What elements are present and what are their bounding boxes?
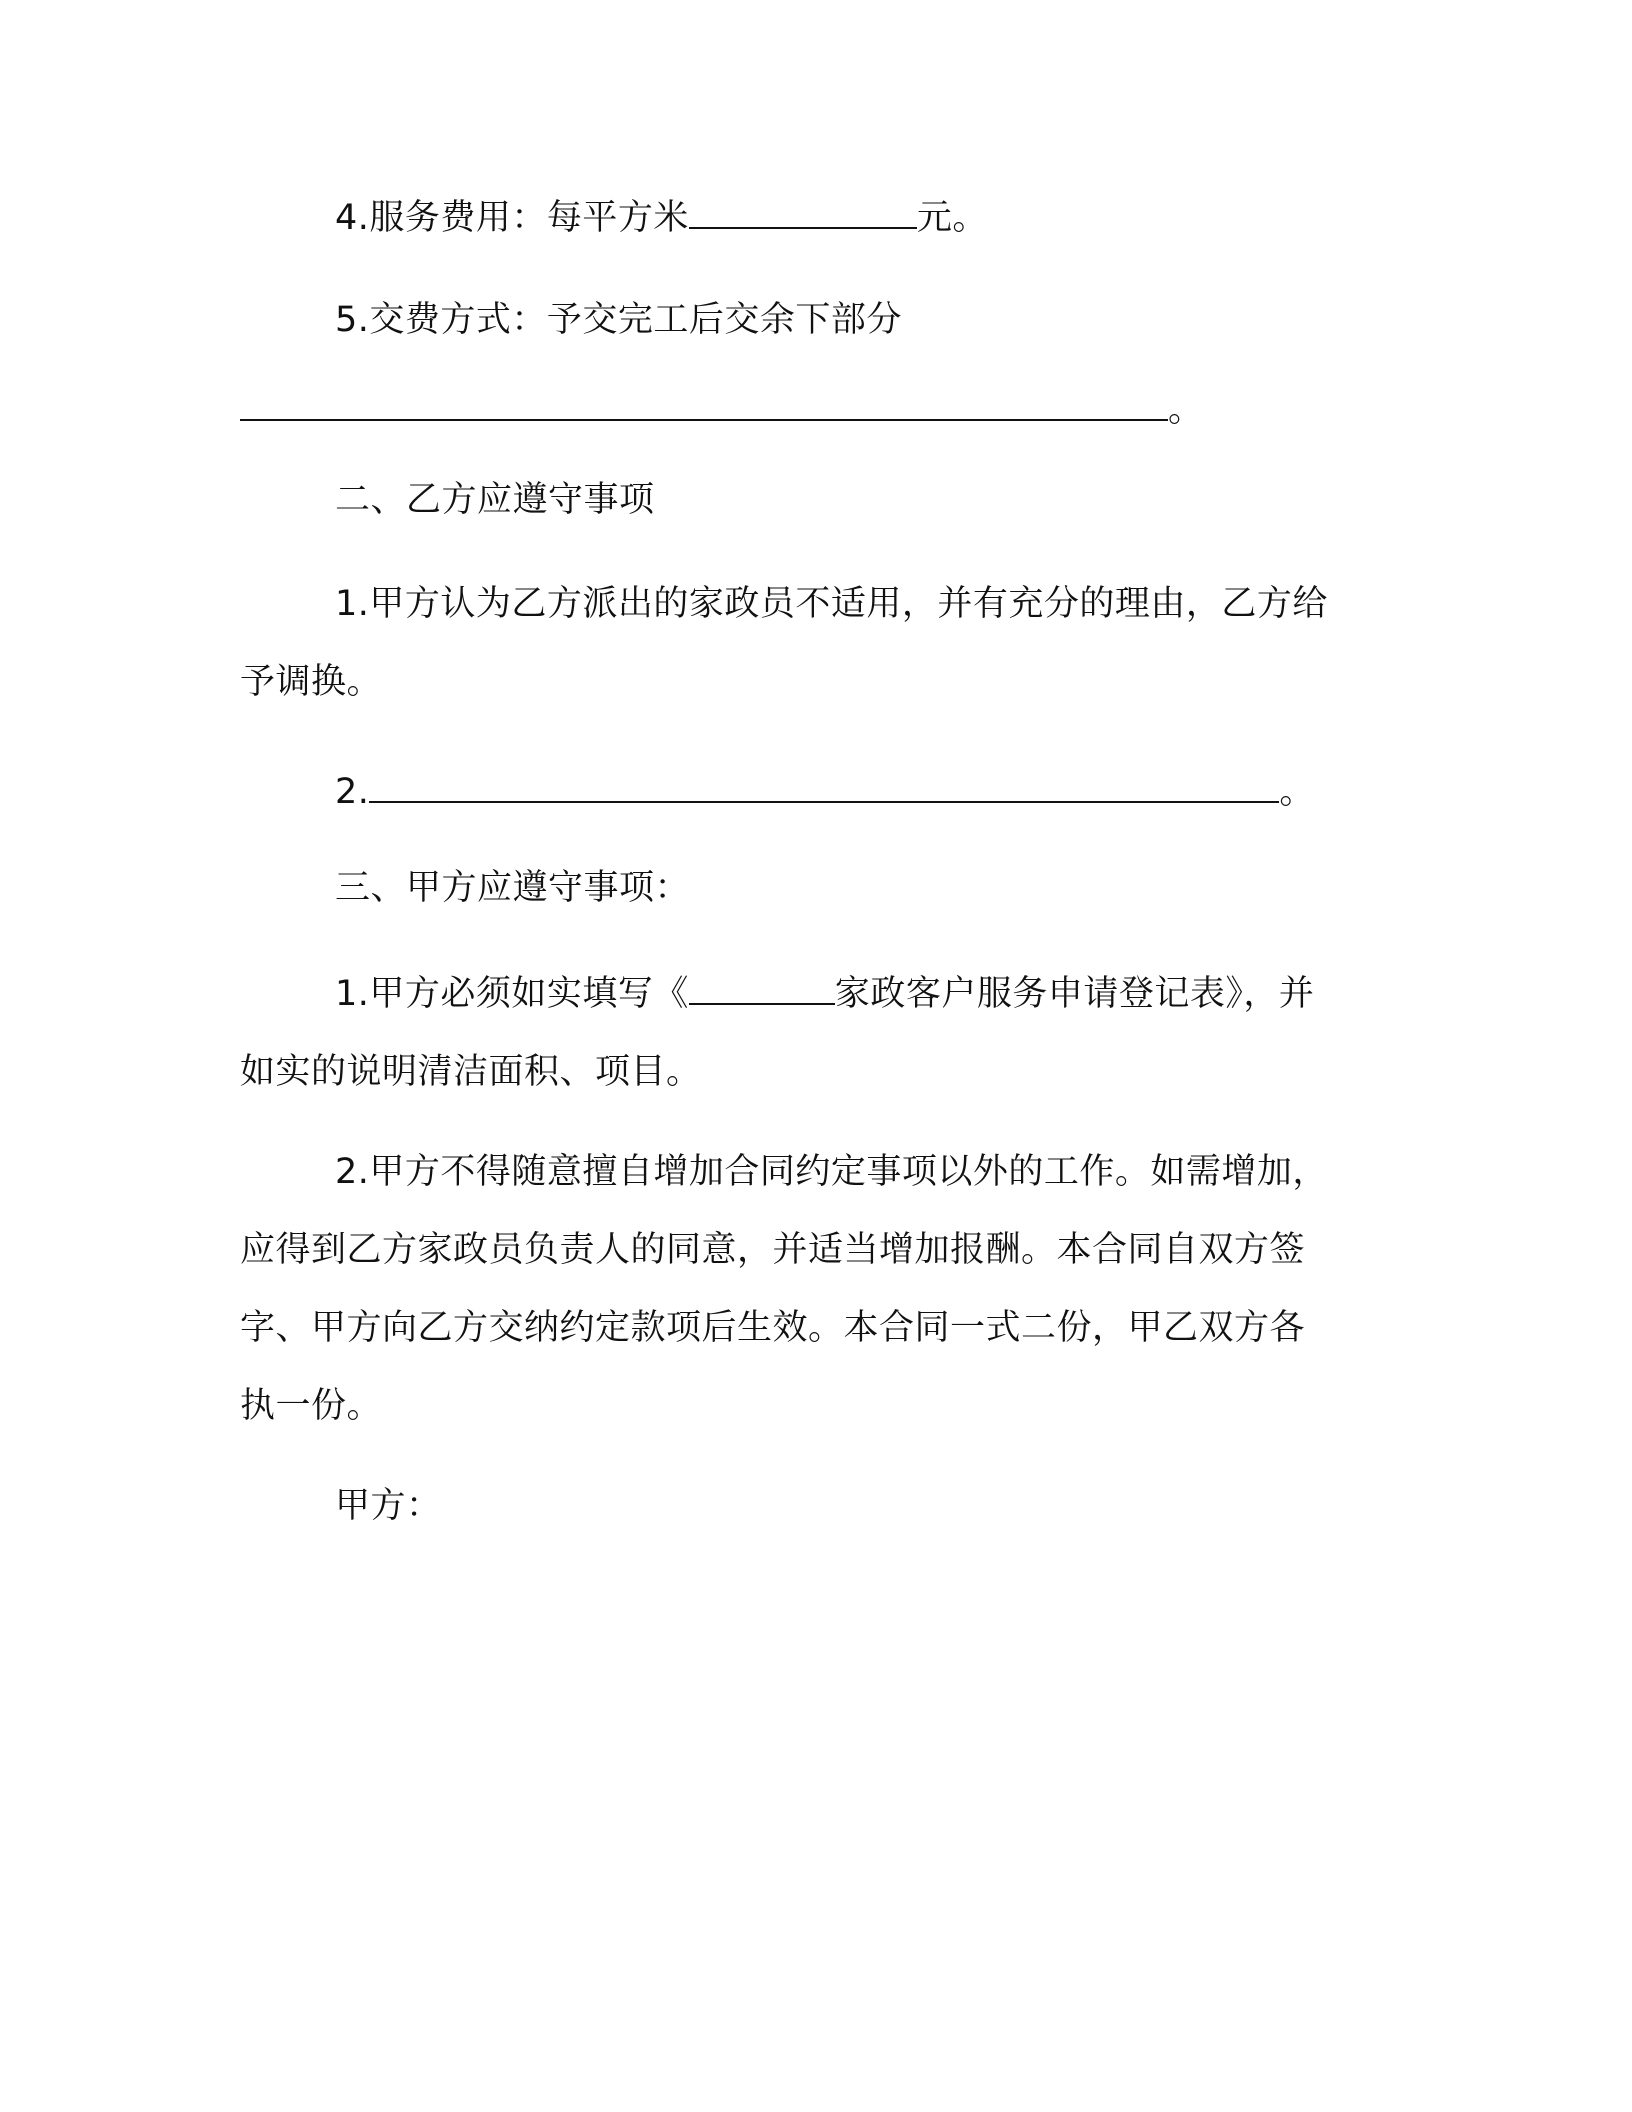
party-a-label: 甲方： bbox=[335, 1486, 442, 1526]
section-2-item-2 bbox=[335, 772, 1400, 812]
section-2-item-2-suffix: 。 bbox=[1279, 772, 1315, 812]
payment-method-fill-line bbox=[240, 390, 1400, 430]
section-2-item-1-text: 1.甲方认为乙方派出的家政员不适用，并有充分的理由，乙方给 bbox=[335, 584, 1328, 624]
section-3-item-2-line-3 bbox=[240, 1308, 1400, 1348]
section-3-item-1-prefix: 1.甲方必须如实填写《 bbox=[335, 974, 689, 1014]
service-fee-label: 4.服务费用：每平方米 bbox=[335, 198, 689, 238]
section-3-item-2-line-2 bbox=[240, 1230, 1400, 1270]
section-3-heading bbox=[335, 868, 1400, 908]
section-2-item-2-number: 2. bbox=[335, 772, 370, 812]
form-name-blank bbox=[689, 977, 835, 1005]
section-3-item-2-text: 2.甲方不得随意擅自增加合同约定事项以外的工作。如需增加， bbox=[335, 1152, 1328, 1192]
section-2-heading bbox=[335, 480, 1400, 520]
section-2-item-2-blank bbox=[369, 775, 1279, 803]
section-2-item-1-continued-text: 予调换。 bbox=[240, 662, 383, 702]
payment-method-label: 5.交费方式：予交完工后交余下部分 bbox=[335, 300, 902, 340]
section-3-item-2-line-1 bbox=[335, 1152, 1400, 1192]
item-4-service-fee bbox=[335, 198, 1400, 238]
section-3-item-2-line-4 bbox=[240, 1386, 1400, 1426]
section-3-heading-text: 三、甲方应遵守事项： bbox=[335, 868, 691, 908]
section-3-item-1-line-1 bbox=[335, 974, 1400, 1014]
section-3-item-1-form-name: 家政客户服务申请登记表》，并 bbox=[834, 974, 1315, 1014]
party-a-signature bbox=[335, 1486, 1400, 1526]
section-3-item-2-text-line-4: 执一份。 bbox=[240, 1386, 383, 1426]
section-3-item-2-text-line-3: 字、甲方向乙方交纳约定款项后生效。本合同一式二份，甲乙双方各 bbox=[240, 1308, 1306, 1348]
section-2-item-1-line-2 bbox=[240, 662, 1400, 702]
section-3-item-1-continued-text: 如实的说明清洁面积、项目。 bbox=[240, 1052, 702, 1092]
service-fee-suffix: 元。 bbox=[916, 198, 988, 238]
payment-method-fill-suffix: 。 bbox=[1168, 390, 1204, 430]
service-fee-blank bbox=[689, 201, 917, 229]
section-2-item-1-line-1 bbox=[335, 584, 1400, 624]
item-5-payment-method bbox=[335, 300, 1400, 340]
section-3-item-1-line-2 bbox=[240, 1052, 1400, 1092]
section-3-item-2-text-line-2: 应得到乙方家政员负责人的同意，并适当增加报酬。本合同自双方签 bbox=[240, 1230, 1306, 1270]
payment-method-blank bbox=[240, 393, 1168, 421]
section-2-heading-text: 二、乙方应遵守事项 bbox=[335, 480, 655, 520]
